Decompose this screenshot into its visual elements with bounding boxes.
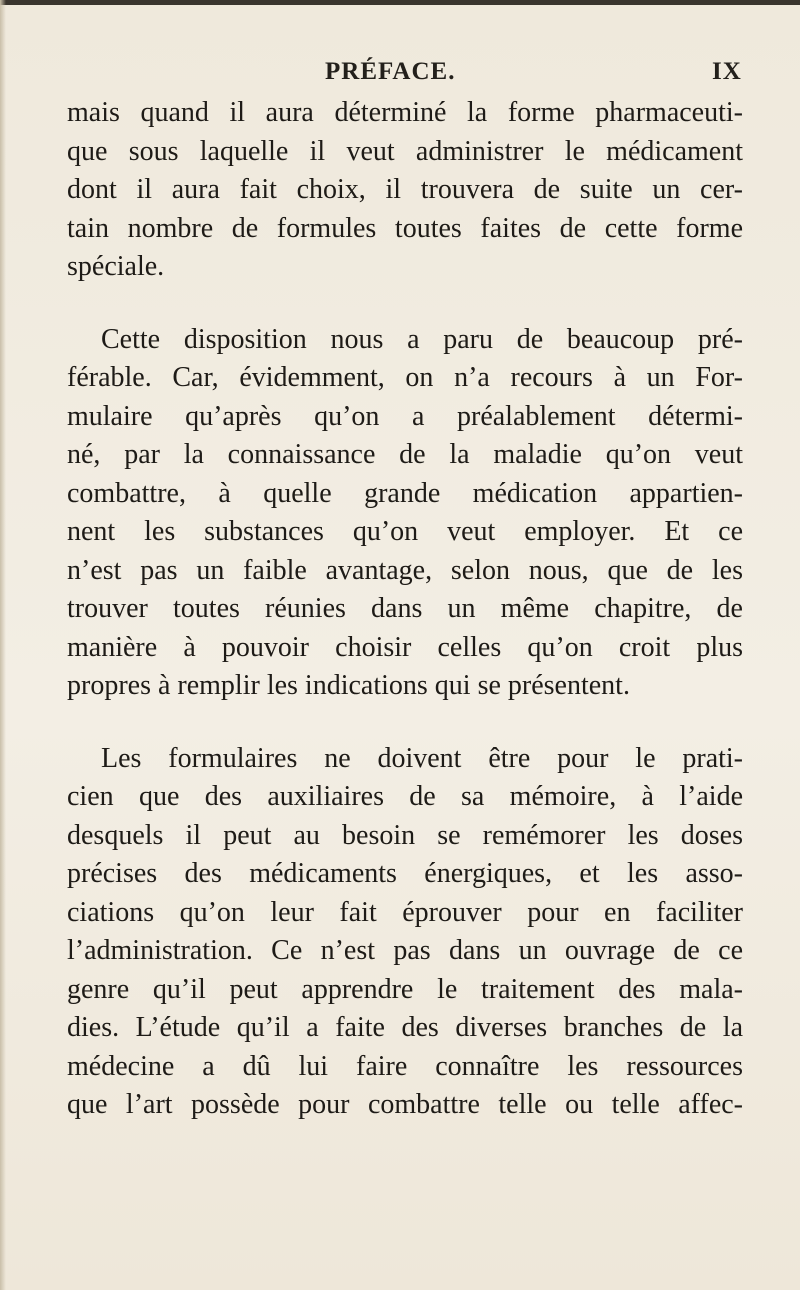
text-line: desquels il peut au besoin se remémorer les doses [67, 819, 743, 851]
text-line: propres à remplir les indications qui se présentent. [67, 670, 630, 701]
text-line: Les formulaires ne doivent être pour le prati- [101, 742, 743, 774]
top-edge-rule [0, 0, 800, 5]
text-line: combattre, à quelle grande médication appartien- [67, 477, 743, 509]
text-line: l’administration. Ce n’est pas dans un ouvrage de ce [67, 935, 743, 966]
text-line: genre qu’il peut apprendre le traitement des mala- [67, 973, 743, 1005]
page-number: IX [712, 58, 742, 85]
text-line: nent les substances qu’on veut employer. Et ce [67, 516, 743, 547]
running-title: PRÉFACE. [325, 58, 456, 85]
paragraph-3 [67, 740, 743, 1125]
text-line: spéciale. [67, 251, 165, 282]
paragraph-gap [67, 706, 743, 740]
text-line: mais quand il aura déterminé la forme pharmaceuti- [67, 97, 743, 128]
text-line: dont il aura fait choix, il trouvera de suite un cer- [67, 174, 743, 205]
paragraph-2 [67, 321, 743, 706]
text-line: né, par la connaissance de la maladie qu’on veut [67, 439, 743, 470]
text-line: tain nombre de formules toutes faites de cette forme [67, 212, 743, 244]
text-line: n’est pas un faible avantage, selon nous, que de les [67, 554, 743, 586]
paragraph-gap [67, 287, 743, 321]
text-line: médecine a dû lui faire connaître les ressources [67, 1050, 743, 1082]
text-line: manière à pouvoir choisir celles qu’on croit plus [67, 631, 743, 663]
text-line: que sous laquelle il veut administrer le médicament [67, 135, 743, 167]
text-line: cien que des auxiliaires de sa mémoire, à l’aide [67, 781, 743, 812]
text-line: trouver toutes réunies dans un même chapitre, de [67, 593, 743, 624]
text-line: ciations qu’on leur fait éprouver pour en faciliter [67, 896, 743, 928]
body-text [67, 94, 743, 1125]
page-binding-shadow [0, 0, 6, 1290]
text-line: mulaire qu’après qu’on a préalablement détermi- [67, 400, 743, 432]
paragraph-1 [67, 94, 743, 287]
text-line: Cette disposition nous a paru de beaucoup pré- [101, 323, 743, 355]
text-line: précises des médicaments énergiques, et les asso- [67, 858, 743, 889]
page-header [0, 58, 800, 92]
text-line: dies. L’étude qu’il a faite des diverses branches de la [67, 1012, 743, 1043]
text-line: que l’art possède pour combattre telle ou telle affec- [67, 1089, 743, 1120]
text-line: férable. Car, évidemment, on n’a recours à un For- [67, 362, 743, 393]
